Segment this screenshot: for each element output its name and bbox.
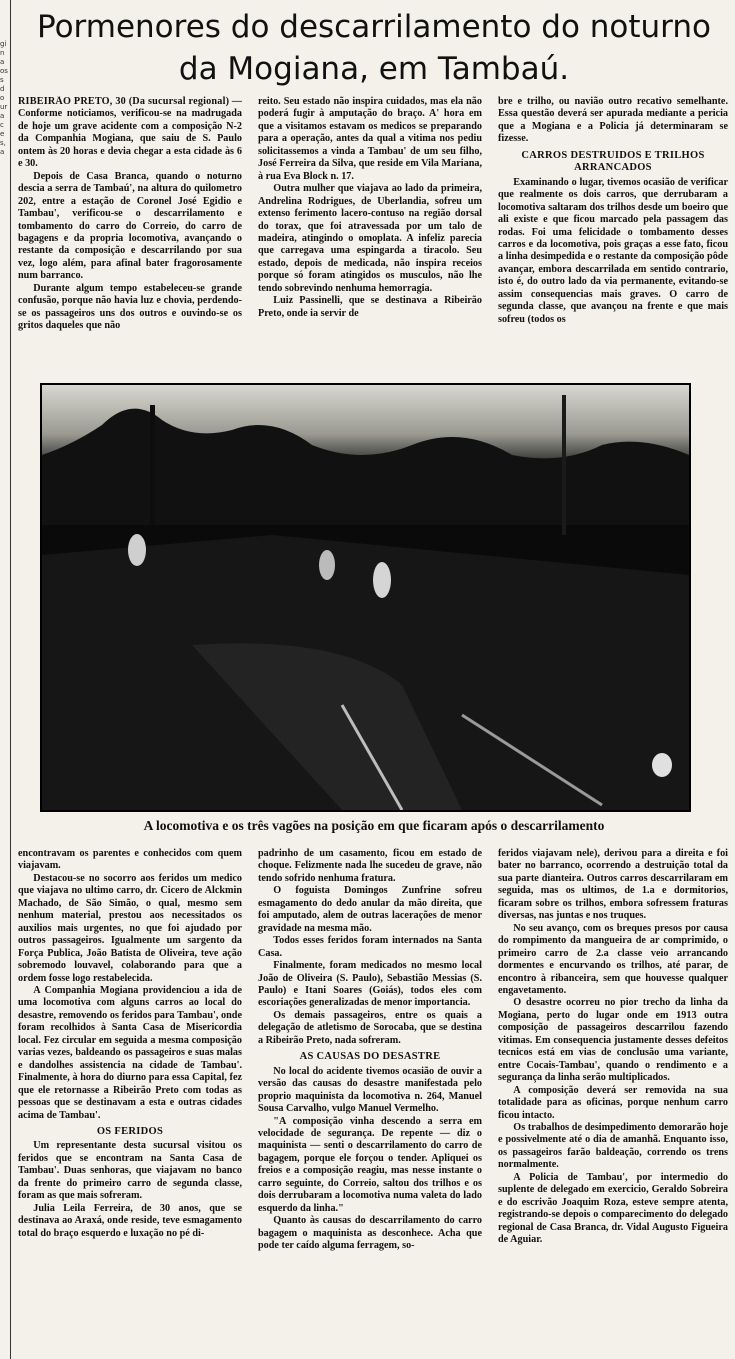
paragraph: Durante algum tempo estabeleceu-se grande confusão, porque não havia luz e chovia, perdendo-se os passageiros uns dos outros e ouvindo-se os gritos daqueles que não [18,282,242,332]
paragraph: A composição deverá ser removida na sua totalidade para as oficinas, porque nenhum carro ficou intacto. [498,1084,728,1121]
headline: Pormenores do descarrilamento do noturno da Mogiana, em Tambaú. [36,9,711,87]
dateline: RIBEIRÃO PRETO, 30 (Da sucursal regional) [18,96,230,107]
paragraph: No seu avanço, com os breques presos por causa do rompimento da mangueira de ar comprimido, o primeiro carro de 2.a classe veio arrancando dormentes e encurvando os trilhos, até parar, de encontro à ribanceira, sem que houvesse qualquer engavetamento. [498,922,728,996]
paragraph: Depois de Casa Branca, quando o noturno descia a serra de Tambaú', na altura do quilometro 202, entre a estação de Coronel José Egidio e Tambau', verificou-se o descarrilamento e tombamento do carro do Correio, do carro de bagagens e da propria locomotiva, avançando o restante da composição e descarrilando por sua vez, logo além, para afinal bater fragorosamente num barranco. [18,170,242,282]
paragraph: Luiz Passinelli, que se destinava a Ribeirão Preto, onde ia servir de [258,295,482,319]
article-column-top-1 [18,96,242,374]
paragraph: Examinando o lugar, tivemos ocasião de verificar que realmente os dois carros, que derrubaram a locomotiva saltaram dos trilhos desde um boeiro que ali existe e que ficou marcado pela passagem das rodas. Foi uma felicidade o tombamento desses carros e da locomotiva, pois graças a esse fato, ficou a linha desimpedida e o restante da composição pôde avançar, embora descarrilada em sentido contrario, isto é, do outro lado da via permanente, evitando-se assim consequencias mais graves. O carro de segunda classe, que avançou na frente e que mais sofreu (todos os [498,176,728,325]
article-column-bottom-1 [18,848,242,1356]
column-rule [10,0,11,1359]
paragraph: Finalmente, foram medicados no mesmo local João de Oliveira (S. Paulo), Sebastião Messias (S. Paulo) e Itani Soares (Goiás), todos eles com escoriações generalizadas de menor importancia. [258,960,482,1009]
paragraph: No local do acidente tivemos ocasião de ouvir a versão das causas do desastre manifestada pelo proprio maquinista da locomotiva n. 264, Manuel Sousa Carvalho, vulgo Manuel Vermelho. [258,1065,482,1115]
person-figure [128,534,146,566]
paragraph: bre e trilho, ou navião outro recativo semelhante. Essa questão deverá ser apurada mediante a pericia que a Mogiana e a Policia já determinaram se fizesse. [498,96,728,145]
paragraph: reito. Seu estado não inspira cuidados, mas ela não poderá fugir à amputação do braço. A' hora em que a visitamos estavam os medicos se preparando para a operação, antes da qual a vitima nos pediu solicitassemos a vinda a Tambau' de um seu filho, José Ferreira da Silva, que reside em Vila Mariana, à rua Eva Block n. 17. [258,96,482,182]
paragraph: A Companhia Mogiana providenciou a ida de uma locomotiva com alguns carros ao local do desastre, removendo os feridos para Tambau', onde foram recolhidos à Santa Casa de Misericordia local. Fez circular em seguida a mesma composição varias vezes, baldeando os passageiros e suas malas e dandolhes assistencia na cidade de Tambau'. Finalmente, à hora do diurno para essa Capital, fez que ele retornasse a Ribeirão Preto com todas as pessoas que se destinavam a esta e outras cidades acima de Tambau'. [18,984,242,1121]
lamp-light [652,753,672,777]
telegraph-pole [562,395,566,535]
person-figure [319,550,335,580]
article-column-bottom-3 [498,848,728,1356]
section-heading: CARROS DESTRUIDOS E TRILHOS ARRANCADOS [521,149,705,174]
paragraph: padrinho de um casamento, ficou em estado de choque. Felizmente nada lhe sucedeu de grave, não tendo sofrido nenhuma fratura. [258,848,482,884]
paragraph: Destacou-se no socorro aos feridos um medico que viajava no ultimo carro, dr. Cicero de Alckmin Machado, de São Simão, o qual, mesmo sem nenhum material, prestou aos necessitados os auxilios mais urgentes, no que foi ajudado por outros passageiros. Igualmente um sargento da Força Publica, João Batista de Oliveira, teve ação sobremodo louvavel, colaborando para que a ordem fosse logo restabelecida. [18,872,242,984]
paragraph: Todos esses feridos foram internados na Santa Casa. [258,935,482,959]
section-heading: OS FERIDOS [96,1125,164,1137]
paragraph: A Policia de Tambau', por intermedio do suplente de delegado em exercicio, Geraldo Sobreira e do escrivão Joaquim Roza, esteve sempre atenta, registrando-se depois o comparecimento do delegado regional de Casa Branca, dr. Vidal Augusto Figueira de Aguiar. [498,1171,728,1246]
paragraph: Um representante desta sucursal visitou os feridos que se encontram na Santa Casa de Tambau'. Duas senhoras, que viajavam no banco da frente do primeiro carro de segunda classe, foram as que mais sofreram. [18,1140,242,1202]
photo-caption: A locomotiva e os três vagões na posição em que ficaram após o descarrilamento [143,818,605,833]
person-figure [373,562,391,598]
paragraph: Julia Leila Ferreira, de 30 anos, que se destinava ao Araxá, onde reside, teve esmagamento total do braço esquerdo e luxação no pé di- [18,1202,242,1239]
article-column-top-3 [498,96,728,374]
paragraph: O desastre ocorreu no pior trecho da linha da Mogiana, perto do lugar onde em 1913 outra composição de passageiros descarrilou fazendo vitimas. Em consequencia justamente desses defeitos tecnicos está em vias de conclusão uma variante, entre Cocais-Tambau', quando o rendimento e a segurança da linha serão multiplicados. [498,997,728,1084]
paragraph: Quanto às causas do descarrilamento do carro bagagem o maquinista as desconhece. Acha que pode ter caído alguma ferragem, so- [258,1215,482,1252]
paragraph: encontravam os parentes e conhecidos com quem viajavam. [18,848,242,872]
paragraph: Os demais passageiros, entre os quais a delegação de atletismo de Sorocaba, que se destina a Ribeirão Preto, nada sofreram. [258,1009,482,1046]
paragraph: "A composição vinha descendo a serra em velocidade de segurança. De repente — diz o maquinista — senti o descarrilamento do carro de bagagem, porque ele forçou o tender. Apliquei os freios e a composição reagiu, mas nesse instante o carro seguinte, do Correio, saltou dos trilhos e os dois derrubaram a locomotiva numa valeta do lado esquerdo da linha." [258,1115,482,1214]
paragraph: O foguista Domingos Zunfrine sofreu esmagamento do dedo anular da mão direita, que foi amputado, alem de outras lacerações de menor gravidade na mesma mão. [258,885,482,934]
section-heading: AS CAUSAS DO DESASTRE [299,1051,441,1063]
paragraph: feridos viajavam nele), derivou para a direita e foi bater no barranco, ocorrendo a destruição total da sua parte dianteira. Outros carros descarrilaram em seguida, mas os ultimos, de 1.a e dormitorios, ficaram sobre os trilhos, embora sofressem fraturas diversas, nas juntas e nos truques. [498,848,728,922]
paragraph: Outra mulher que viajava ao lado da primeira, Andrelina Rodrigues, de Uberlandia, sofreu um extenso ferimento lacero-contuso na região dorsal do torax, que foi atravessada por um talo de madeira, atingindo o omoplata. A infeliz parecia que carregava uma espingarda a tiracolo. Seu estado, depois de medicada, não inspira receios porque só foram atingidos os musculos, não lhe tendo sobrevindo nenhuma hemorragia. [258,183,482,294]
adjacent-article-fragment: gina os s do ura ces, a [0,40,8,156]
article-column-bottom-2 [258,848,482,1356]
derailment-photo [40,383,691,812]
paragraph: Os trabalhos de desimpedimento demorarão hoje e possivelmente até o dia de amanhã. Enquanto isso, os passageiros farão baldeação, correndo os trens normalmente. [498,1121,728,1171]
paragraph: RIBEIRÃO PRETO, 30 (Da sucursal regional) — Conforme noticiamos, verificou-se na madrugada de hoje um grave acidente com a composição N-2 da Companhia Mogiana, que saiu de S. Paulo ontem às 20 horas e devia chegar a esta cidade às 6 e 30. [18,96,242,170]
article-column-top-2 [258,96,482,374]
